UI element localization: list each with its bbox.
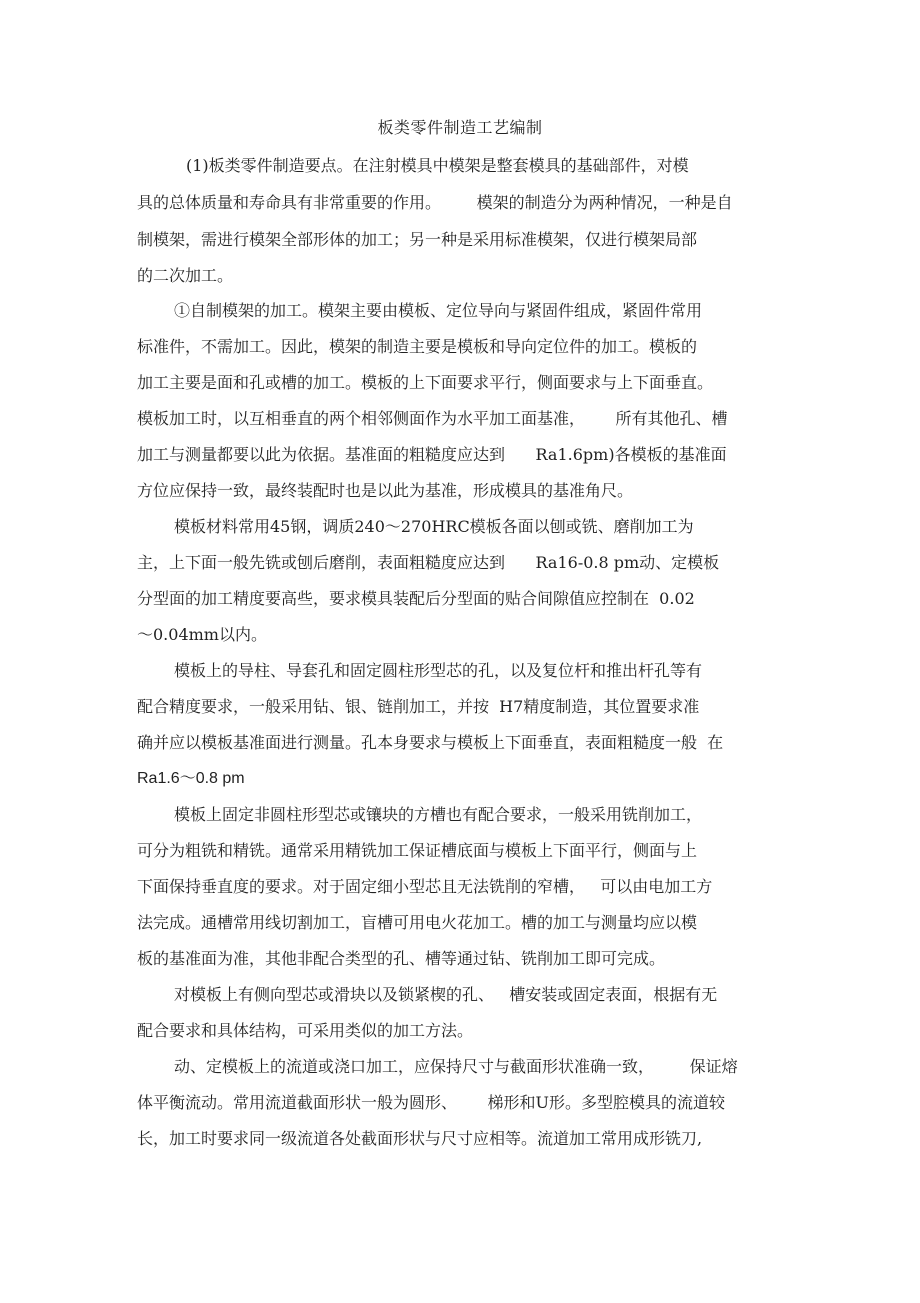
text-line: 模板材料常用45钢，调质240〜270HRC模板各面以刨或铣、磨削加工为 [174, 517, 694, 536]
text-line: 法完成。通槽常用线切割加工，盲槽可用电火花加工。槽的加工与测量均应以模 [137, 913, 698, 932]
text-line: 〜0.04mm以内。 [137, 625, 267, 644]
text-line: 体平衡流动。常用流道截面形状一般为圆形、 梯形和U形。多型腔模具的流道较 [137, 1093, 726, 1112]
document-title: 板类零件制造工艺编制 [377, 118, 543, 137]
text-line: 主，上下面一般先铣或刨后磨削，表面粗糙度应达到 Ra16-0.8 pm动、定模板 [137, 553, 720, 572]
text-line: 模板上的导柱、导套孔和固定圆柱形型芯的孔，以及复位杆和推出杆孔等有 [174, 661, 703, 680]
text-line: 具的总体质量和寿命具有非常重要的作用。 模架的制造分为两种情况，一种是自 [137, 193, 733, 212]
text-line: 加工与测量都要以此为依据。基准面的粗糙度应达到 Ra1.6pm)各模板的基准面 [137, 445, 727, 464]
text-line: 下面保持垂直度的要求。对于固定细小型芯且无法铣削的窄槽， 可以由电加工方 [137, 877, 713, 896]
text-line: 分型面的加工精度要高些，要求模具装配后分型面的贴合间隙值应控制在 0.02 [137, 589, 695, 608]
text-line: 制模架，需进行模架全部形体的加工；另一种是采用标准模架，仅进行模架局部 [137, 230, 698, 249]
text-line: 对模板上有侧向型芯或滑块以及锁紧楔的孔、 槽安装或固定表面，根据有无 [174, 985, 718, 1004]
text-line: 配合要求和具体结构，可采用类似的加工方法。 [137, 1021, 474, 1040]
text-line: ①自制模架的加工。模架主要由模板、定位导向与紧固件组成，紧固件常用 [174, 301, 703, 320]
text-line: 长，加工时要求同一级流道各处截面形状与尺寸应相等。流道加工常用成形铣刀, [137, 1129, 703, 1148]
text-line: 板的基准面为准，其他非配合类型的孔、槽等通过钻、铣削加工即可完成。 [137, 949, 666, 968]
text-line: 配合精度要求，一般采用钻、银、链削加工，并按 H7精度制造，其位置要求准 [137, 697, 700, 716]
text-line: 模板加工时，以互相垂直的两个相邻侧面作为水平加工面基准， 所有其他孔、槽 [137, 409, 728, 428]
text-line: 加工主要是面和孔或槽的加工。模板的上下面要求平行，侧面要求与上下面垂直。 [137, 373, 714, 392]
text-line: 确并应以模板基准面进行测量。孔本身要求与模板上下面垂直，表面粗糙度一般 在 [137, 733, 724, 752]
text-line: 可分为粗铣和精铣。通常采用精铣加工保证槽底面与模板上下面平行，侧面与上 [137, 841, 698, 860]
text-line: 标准件，不需加工。因此，模架的制造主要是模板和导向定位件的加工。模板的 [137, 337, 698, 356]
text-line: 方位应保持一致，最终装配时也是以此为基准，形成模具的基准角尺。 [137, 481, 634, 500]
text-line: 动、定模板上的流道或浇口加工，应保持尺寸与截面形状准确一致， 保证熔 [174, 1057, 738, 1076]
text-line: 的二次加工。 [137, 266, 234, 285]
text-line: (1)板类零件制造要点。在注射模具中模架是整套模具的基础部件，对模 [186, 156, 689, 175]
text-line: Ra1.6〜0.8 pm [137, 770, 245, 787]
text-line: 模板上固定非圆柱形型芯或镶块的方槽也有配合要求，一般采用铣削加工， [174, 805, 703, 824]
